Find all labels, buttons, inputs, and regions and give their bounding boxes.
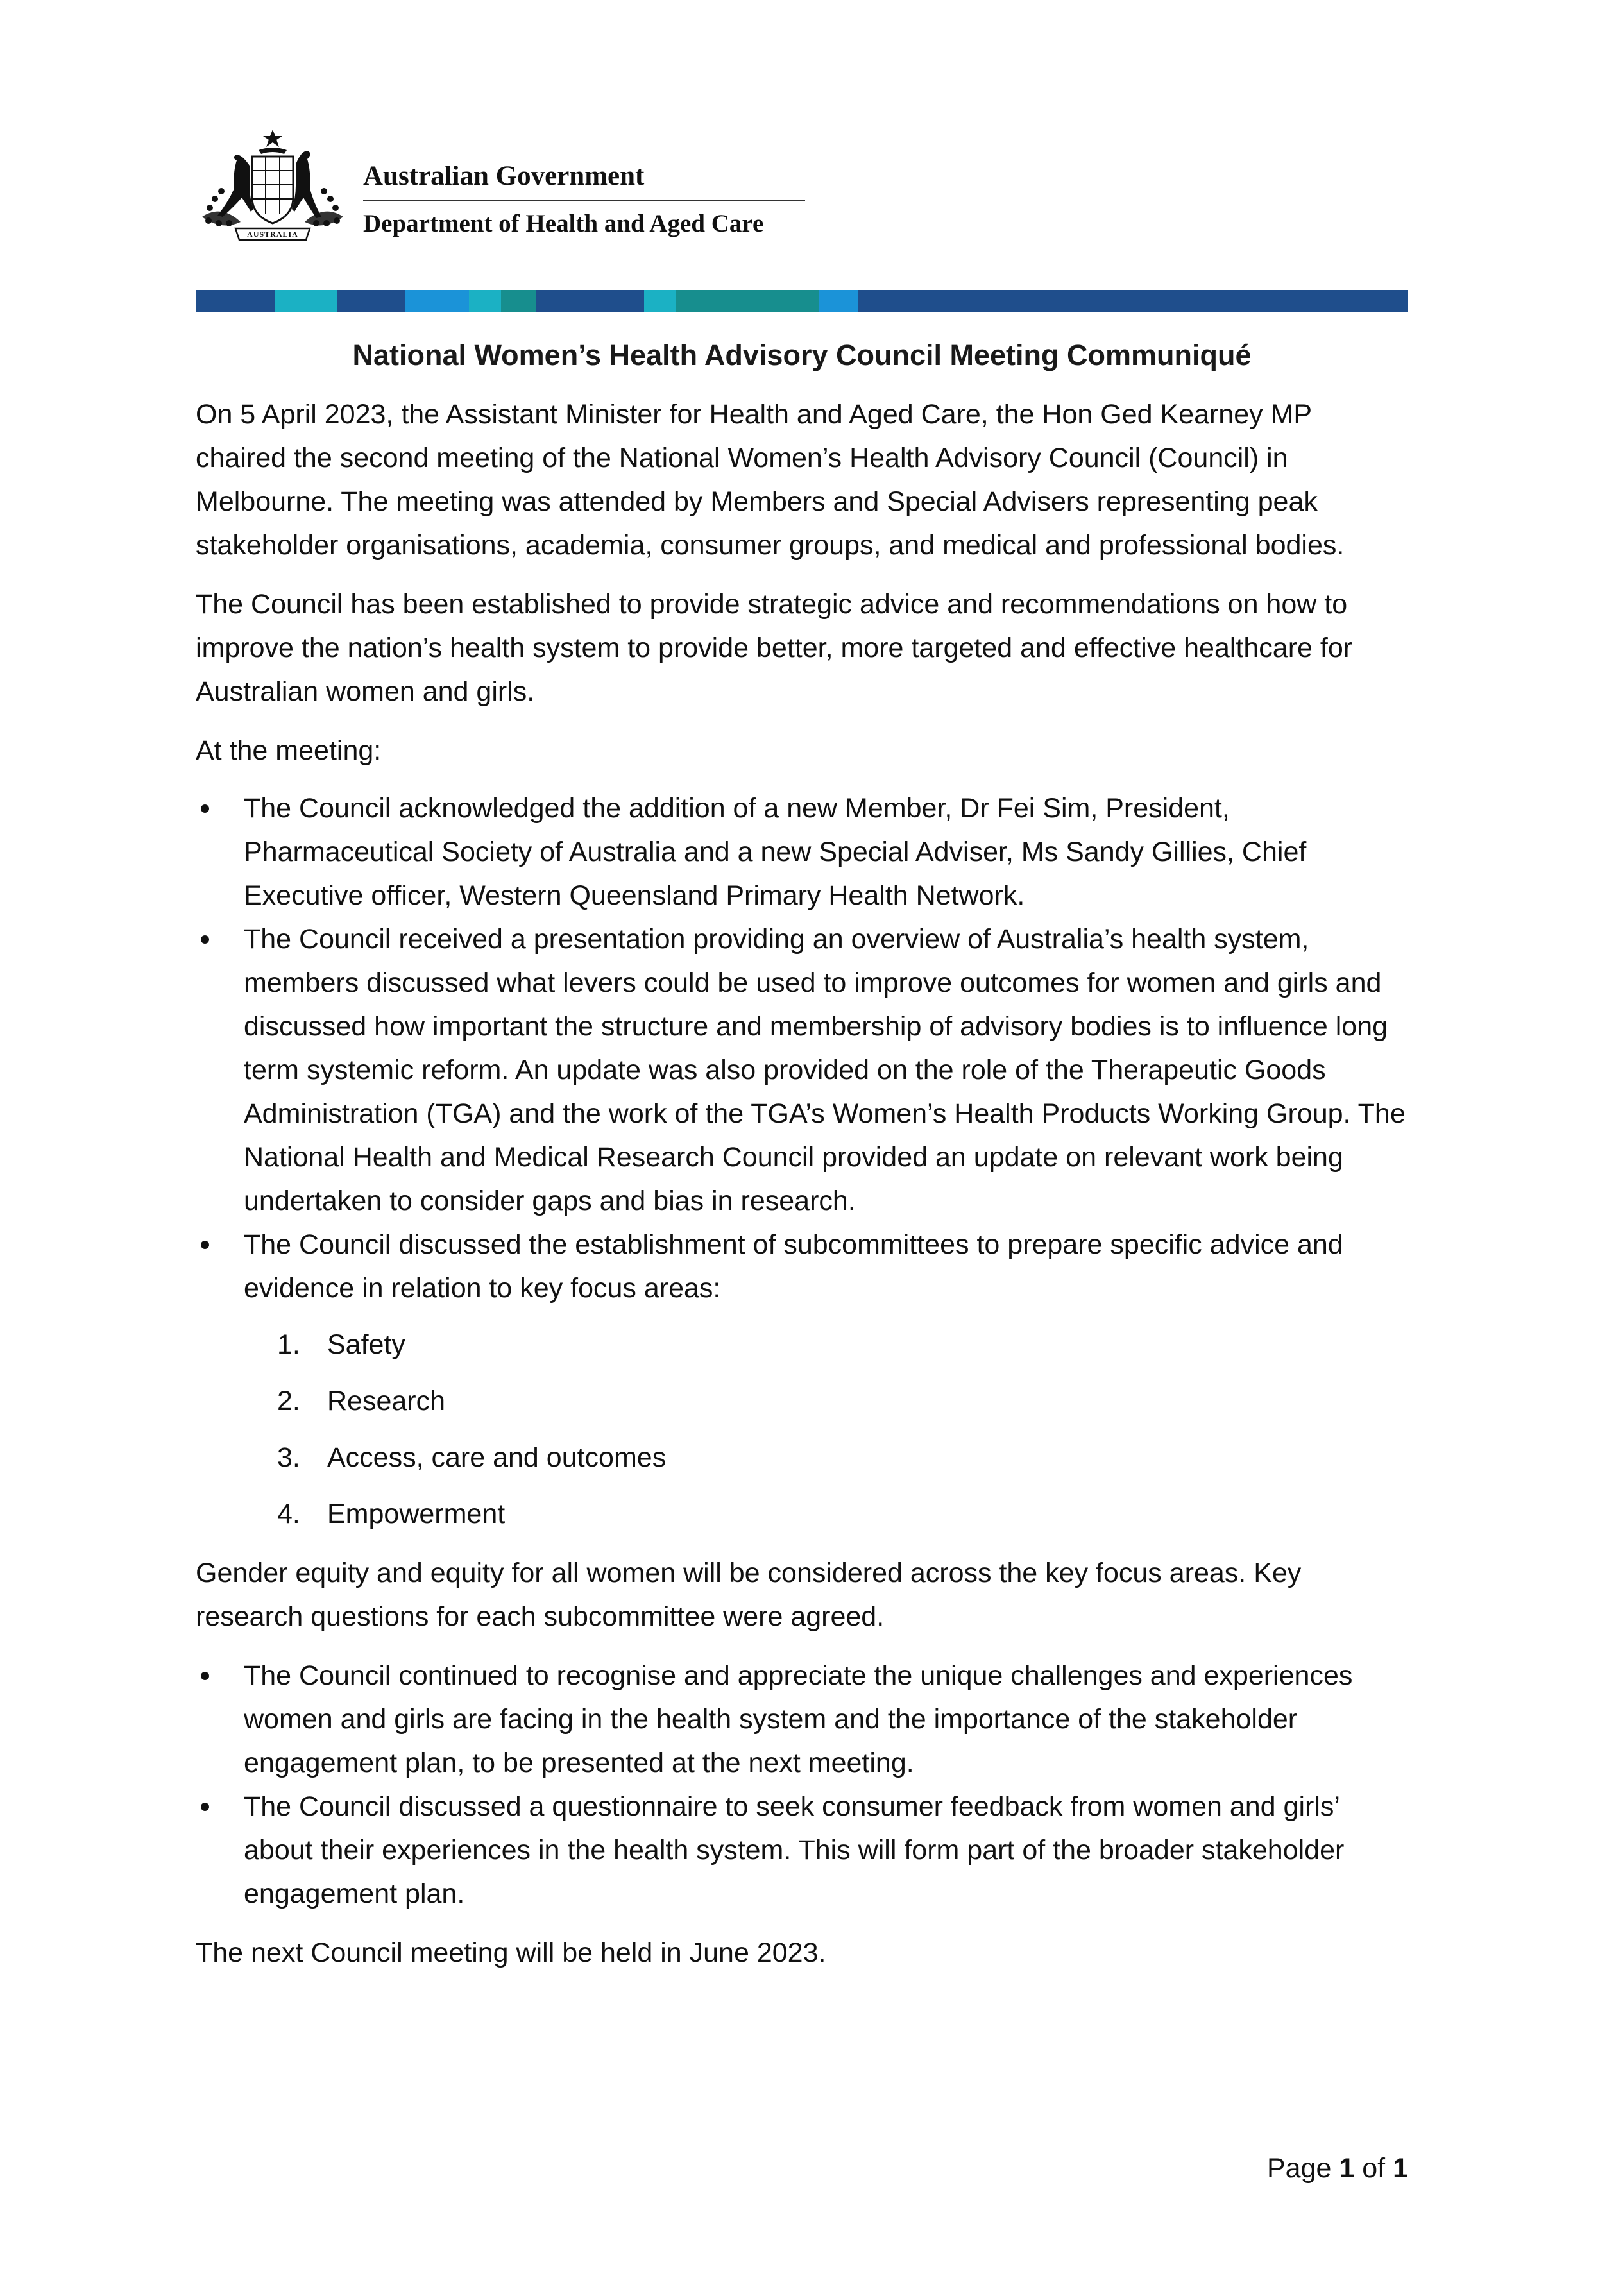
list-number: 1. <box>277 1329 300 1360</box>
purpose-paragraph: The Council has been established to provide strategic advice and recommendations on how to improve the nation’s health system to provide better, more targeted and effective healthcare for Australian women and girls. <box>196 589 1353 707</box>
band-segment <box>196 290 275 312</box>
band-segment <box>337 290 405 312</box>
list-item-text: Access, care and outcomes <box>327 1442 667 1473</box>
further-bullets <box>196 1654 1408 1916</box>
list-item <box>196 1223 1408 1310</box>
list-item <box>196 1492 1408 1536</box>
list-item <box>196 1436 1408 1479</box>
document-body <box>196 393 1408 1990</box>
bullet-icon <box>201 1803 209 1811</box>
page-total: 1 <box>1393 2153 1408 2184</box>
meeting-bullets <box>196 787 1408 1310</box>
list-item-text: The Council received a presentation providing an overview of Australia’s health system, members discussed what levers could be used to improve outcomes for women and girls and discussed how important the structure and membership of advisory bodies is to influence long term systemic reform. An update was also provided on the role of the Therapeutic Goods Administration (TGA) and the work of the TGA’s Women’s Health Products Working Group. The National Health and Medical Research Council provided an update on relevant work being undertaken to consider gaps and bias in research. <box>244 924 1406 1216</box>
band-segment <box>858 290 1408 312</box>
list-number: 3. <box>277 1442 300 1473</box>
intro-paragraph: On 5 April 2023, the Assistant Minister for Health and Aged Care, the Hon Ged Kearney MP chaired the second meeting of the National Women’s Health Advisory Council (Council) in Melbourne. The meeting was attended by Members and Special Advisers representing peak stakeholder organisations, academia, consumer groups, and medical and professional bodies. <box>196 399 1345 561</box>
band-segment <box>275 290 337 312</box>
page-footer <box>1267 2149 1408 2188</box>
band-segment <box>501 290 536 312</box>
page-title: National Women’s Health Advisory Council Meeting Communiqué <box>352 339 1252 371</box>
crest-scroll-text: AUSTRALIA <box>247 230 298 239</box>
list-item <box>196 1323 1408 1366</box>
band-segment <box>676 290 819 312</box>
list-item <box>196 1785 1408 1916</box>
list-number: 2. <box>277 1386 300 1416</box>
list-item-text: Research <box>327 1386 446 1416</box>
band-segment <box>536 290 644 312</box>
band-segment <box>819 290 858 312</box>
bullet-icon <box>201 1672 209 1680</box>
list-item-text: The Council discussed the establishment of subcommittees to prepare specific advice and evidence in relation to key focus areas: <box>244 1229 1343 1304</box>
coat-of-arms-icon <box>196 127 350 246</box>
list-item <box>196 787 1408 917</box>
band-segment <box>469 290 501 312</box>
header-divider <box>363 200 805 201</box>
band-segment <box>644 290 676 312</box>
list-item-text: The Council continued to recognise and appreciate the unique challenges and experiences women and girls are facing in the health system and the importance of the stakeholder engagement plan, to be presented at the next meeting. <box>244 1660 1353 1778</box>
colour-band <box>196 290 1408 312</box>
at-meeting-heading: At the meeting: <box>196 735 382 766</box>
list-item-text: The Council discussed a questionnaire to seek consumer feedback from women and girls’ about their experiences in the health system. This will form part of the broader stakeholder engagement plan. <box>244 1791 1345 1909</box>
next-meeting-paragraph: The next Council meeting will be held in June 2023. <box>196 1937 826 1968</box>
page-of-label: of <box>1362 2153 1386 2184</box>
page-label: Page <box>1266 2153 1332 2184</box>
band-segment <box>405 290 469 312</box>
list-number: 4. <box>277 1499 300 1529</box>
focus-areas-list <box>196 1323 1408 1536</box>
list-item <box>196 1654 1408 1785</box>
department-name: Department of Health and Aged Care <box>363 210 764 237</box>
list-item-text: Empowerment <box>327 1499 506 1529</box>
equity-paragraph: Gender equity and equity for all women will be considered across the key focus areas. Key research questions for each subcommittee were agreed. <box>196 1558 1302 1632</box>
list-item <box>196 917 1408 1223</box>
bullet-icon <box>201 804 209 813</box>
government-name: Australian Government <box>363 161 645 191</box>
list-item-text: The Council acknowledged the addition of a new Member, Dr Fei Sim, President, Pharmaceutical Society of Australia and a new Special Adviser, Ms Sandy Gillies, Chief Executive officer, Western Queensland Primary Health Network. <box>244 793 1307 911</box>
page-number: 1 <box>1339 2153 1355 2184</box>
list-item <box>196 1379 1408 1423</box>
list-item-text: Safety <box>327 1329 405 1360</box>
bullet-icon <box>201 1241 209 1249</box>
bullet-icon <box>201 935 209 944</box>
